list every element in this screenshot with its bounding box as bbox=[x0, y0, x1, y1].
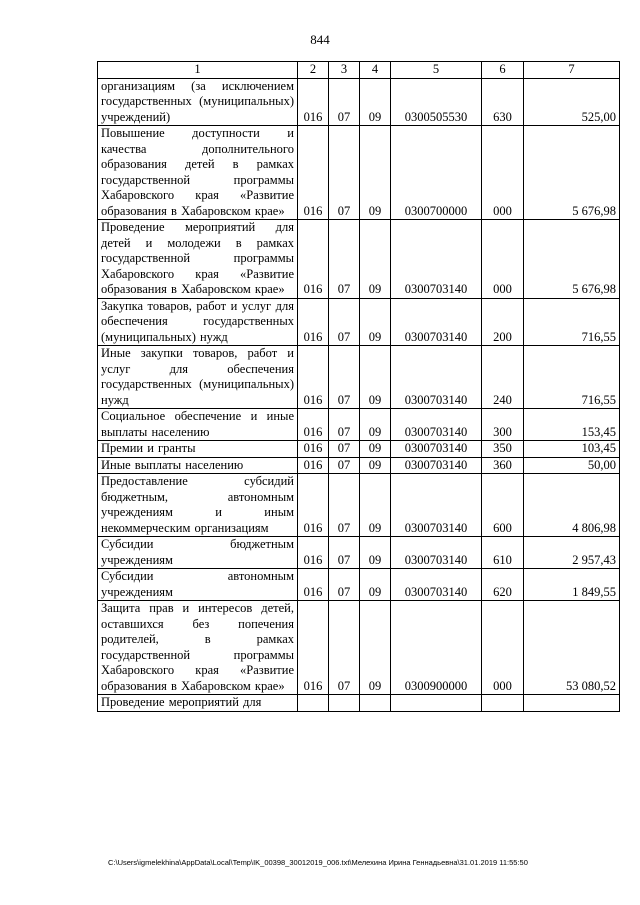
row-value-cell: 0300505530 bbox=[391, 78, 482, 126]
row-title-cell: Иные выплаты населению bbox=[98, 457, 298, 474]
row-value-cell: 000 bbox=[482, 220, 524, 299]
row-value-cell: 103,45 bbox=[524, 441, 620, 458]
row-value-cell: 07 bbox=[329, 601, 360, 695]
row-value-cell: 09 bbox=[360, 601, 391, 695]
row-title-cell: Субсидии бюджетным учреждениям bbox=[98, 537, 298, 569]
row-value-cell: 0300700000 bbox=[391, 126, 482, 220]
row-title-cell: Премии и гранты bbox=[98, 441, 298, 458]
row-value-cell: 09 bbox=[360, 569, 391, 601]
row-value-cell: 300 bbox=[482, 409, 524, 441]
budget-table bbox=[97, 61, 620, 712]
table-row bbox=[98, 78, 620, 126]
row-value-cell: 2 957,43 bbox=[524, 537, 620, 569]
row-value-cell: 09 bbox=[360, 537, 391, 569]
row-value-cell: 0300703140 bbox=[391, 409, 482, 441]
table-row bbox=[98, 346, 620, 409]
table-header-row bbox=[98, 62, 620, 79]
row-value-cell: 0300703140 bbox=[391, 569, 482, 601]
row-value-cell: 016 bbox=[298, 601, 329, 695]
row-value-cell bbox=[482, 695, 524, 712]
table-row bbox=[98, 569, 620, 601]
row-value-cell: 610 bbox=[482, 537, 524, 569]
row-value-cell: 07 bbox=[329, 569, 360, 601]
row-value-cell: 09 bbox=[360, 441, 391, 458]
row-title-cell: Субсидии автономным учреждениям bbox=[98, 569, 298, 601]
row-value-cell: 07 bbox=[329, 537, 360, 569]
row-value-cell: 09 bbox=[360, 78, 391, 126]
table-row bbox=[98, 126, 620, 220]
row-value-cell: 09 bbox=[360, 298, 391, 346]
table-row bbox=[98, 441, 620, 458]
row-value-cell: 016 bbox=[298, 537, 329, 569]
column-header: 6 bbox=[482, 62, 524, 79]
row-value-cell: 525,00 bbox=[524, 78, 620, 126]
row-value-cell: 09 bbox=[360, 126, 391, 220]
row-value-cell: 09 bbox=[360, 346, 391, 409]
row-value-cell: 07 bbox=[329, 298, 360, 346]
row-value-cell: 5 676,98 bbox=[524, 220, 620, 299]
row-value-cell: 0300900000 bbox=[391, 601, 482, 695]
row-value-cell: 50,00 bbox=[524, 457, 620, 474]
row-value-cell: 07 bbox=[329, 126, 360, 220]
file-path-footer: C:\Users\igmelekhina\AppData\Local\Temp\IK_00398_30012019_006.txt\Мелехина Ирина Геннадьевна\31.01.2019 11:55:50 bbox=[108, 858, 528, 867]
row-value-cell: 016 bbox=[298, 126, 329, 220]
row-value-cell: 016 bbox=[298, 298, 329, 346]
page-number: 844 bbox=[310, 32, 330, 47]
row-value-cell bbox=[298, 695, 329, 712]
row-value-cell: 09 bbox=[360, 220, 391, 299]
row-title-cell: Защита прав и интересов детей, оставшихся без попечения родителей, в рамках государственной программы Хабаровского края «Развитие образования в Хабаровском крае» bbox=[98, 601, 298, 695]
table-row bbox=[98, 457, 620, 474]
row-value-cell: 016 bbox=[298, 569, 329, 601]
row-value-cell: 4 806,98 bbox=[524, 474, 620, 537]
row-value-cell: 09 bbox=[360, 474, 391, 537]
table-row bbox=[98, 220, 620, 299]
row-value-cell: 0300703140 bbox=[391, 298, 482, 346]
row-value-cell: 0300703140 bbox=[391, 346, 482, 409]
column-header: 4 bbox=[360, 62, 391, 79]
row-title-cell: Повышение доступности и качества дополнительного образования детей в рамках государственной программы Хабаровского края «Развитие образования в Хабаровском крае» bbox=[98, 126, 298, 220]
row-value-cell: 600 bbox=[482, 474, 524, 537]
row-value-cell: 016 bbox=[298, 474, 329, 537]
table-row bbox=[98, 409, 620, 441]
column-header: 7 bbox=[524, 62, 620, 79]
row-value-cell: 000 bbox=[482, 601, 524, 695]
row-title-cell: Закупка товаров, работ и услуг для обеспечения государственных (муниципальных) нужд bbox=[98, 298, 298, 346]
row-title-cell: организациям (за исключением государственных (муниципальных) учреждений) bbox=[98, 78, 298, 126]
row-value-cell: 016 bbox=[298, 409, 329, 441]
row-value-cell: 1 849,55 bbox=[524, 569, 620, 601]
row-title-cell: Иные закупки товаров, работ и услуг для обеспечения государственных (муниципальных) нужд bbox=[98, 346, 298, 409]
row-value-cell: 0300703140 bbox=[391, 441, 482, 458]
row-value-cell: 07 bbox=[329, 220, 360, 299]
row-value-cell: 016 bbox=[298, 441, 329, 458]
column-header: 2 bbox=[298, 62, 329, 79]
row-value-cell: 53 080,52 bbox=[524, 601, 620, 695]
table-row bbox=[98, 601, 620, 695]
row-value-cell bbox=[360, 695, 391, 712]
row-value-cell bbox=[524, 695, 620, 712]
row-value-cell: 016 bbox=[298, 457, 329, 474]
row-value-cell: 153,45 bbox=[524, 409, 620, 441]
row-value-cell: 360 bbox=[482, 457, 524, 474]
row-value-cell bbox=[391, 695, 482, 712]
row-value-cell: 07 bbox=[329, 441, 360, 458]
row-value-cell: 016 bbox=[298, 78, 329, 126]
row-value-cell: 09 bbox=[360, 457, 391, 474]
row-value-cell: 716,55 bbox=[524, 346, 620, 409]
row-value-cell: 016 bbox=[298, 220, 329, 299]
table-row bbox=[98, 695, 620, 712]
column-header: 3 bbox=[329, 62, 360, 79]
row-value-cell: 0300703140 bbox=[391, 474, 482, 537]
row-value-cell: 620 bbox=[482, 569, 524, 601]
table-row bbox=[98, 298, 620, 346]
row-value-cell: 716,55 bbox=[524, 298, 620, 346]
table-row bbox=[98, 474, 620, 537]
row-value-cell: 07 bbox=[329, 409, 360, 441]
row-value-cell: 07 bbox=[329, 78, 360, 126]
row-value-cell: 016 bbox=[298, 346, 329, 409]
row-value-cell: 0300703140 bbox=[391, 537, 482, 569]
table-row bbox=[98, 537, 620, 569]
row-value-cell bbox=[329, 695, 360, 712]
row-value-cell: 630 bbox=[482, 78, 524, 126]
row-value-cell: 0300703140 bbox=[391, 220, 482, 299]
row-value-cell: 000 bbox=[482, 126, 524, 220]
row-title-cell: Проведение мероприятий для bbox=[98, 695, 298, 712]
row-value-cell: 0300703140 bbox=[391, 457, 482, 474]
row-value-cell: 5 676,98 bbox=[524, 126, 620, 220]
column-header: 5 bbox=[391, 62, 482, 79]
row-value-cell: 07 bbox=[329, 474, 360, 537]
row-title-cell: Предоставление субсидий бюджетным, автономным учреждениям и иным некоммерческим организациям bbox=[98, 474, 298, 537]
row-value-cell: 200 bbox=[482, 298, 524, 346]
row-value-cell: 09 bbox=[360, 409, 391, 441]
column-header: 1 bbox=[98, 62, 298, 79]
row-value-cell: 07 bbox=[329, 457, 360, 474]
row-value-cell: 350 bbox=[482, 441, 524, 458]
row-value-cell: 240 bbox=[482, 346, 524, 409]
row-title-cell: Проведение мероприятий для детей и молодежи в рамках государственной программы Хабаровского края «Развитие образования в Хабаровском крае» bbox=[98, 220, 298, 299]
row-value-cell: 07 bbox=[329, 346, 360, 409]
row-title-cell: Социальное обеспечение и иные выплаты населению bbox=[98, 409, 298, 441]
